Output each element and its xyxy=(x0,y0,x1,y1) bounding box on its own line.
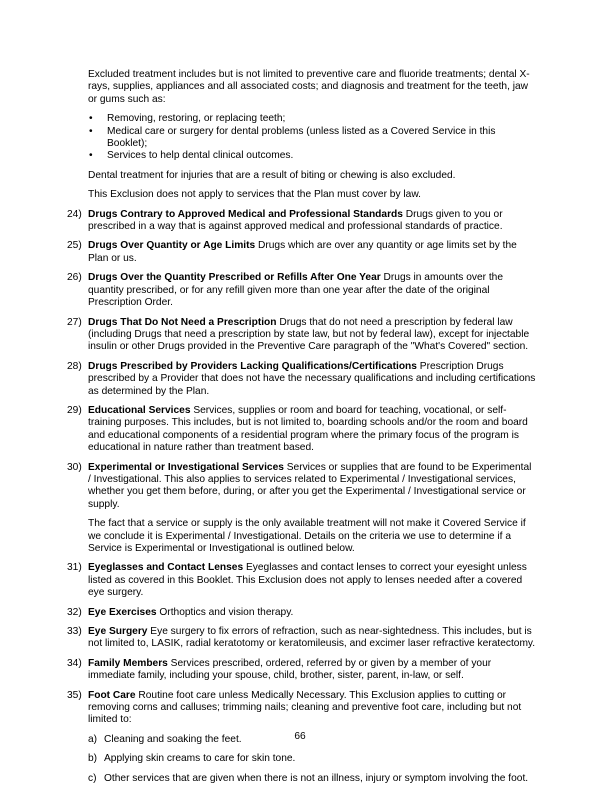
item-number: 25) xyxy=(67,240,82,252)
item-description: Eyeglasses and contact lenses to correct your eyesight unless listed as covered in this Booklet. This Exclusion does not apply to lenses needed after a covered eye surgery. xyxy=(88,562,527,599)
exclusion-item-31 xyxy=(67,562,537,599)
item-term: Eyeglasses and Contact Lenses xyxy=(88,562,244,574)
subitem-letter: c) xyxy=(88,772,97,784)
exclusion-item-30 xyxy=(67,462,537,512)
item-description: Drugs in amounts over the quantity prescribed, or for any refill given more than one year after the date of the original Prescription Order. xyxy=(88,272,504,309)
item-term: Eye Exercises xyxy=(88,606,157,618)
item-description: Orthoptics and vision therapy. xyxy=(156,606,294,618)
item-term: Drugs Over the Quantity Prescribed or Refills After One Year xyxy=(88,272,381,284)
page-content xyxy=(67,69,537,792)
exclusion-item-33 xyxy=(67,626,537,651)
exclusion-item-27 xyxy=(67,317,537,354)
item-term: Experimental or Investigational Services xyxy=(88,461,284,473)
item-number: 27) xyxy=(67,316,82,328)
exclusion-item-29 xyxy=(67,405,537,455)
list-item: • Medical care or surgery for dental problems (unless listed as a Covered Service in this Booklet); xyxy=(88,126,537,151)
subitem-text: Applying skin creams to care for skin tone. xyxy=(104,753,296,765)
item-number: 29) xyxy=(67,404,82,416)
subitem-letter: a) xyxy=(88,733,98,745)
item-description: Services, supplies or room and board for teaching, vocational, or self-training purposes. This includes, but is not limited to, boarding schools and/or the room and board and educational components of a residential program where the primary focus of the program is educational in nature rather than treatment based. xyxy=(88,404,528,454)
exclusion-item-25 xyxy=(67,240,537,265)
item-number: 24) xyxy=(67,208,82,220)
item-description: Eye surgery to fix errors of refraction, such as near-sightedness. This includes, but is not limited to, LASIK, radial keratotomy or keratomileusis, and excimer laser refractive keratectomy. xyxy=(88,626,536,650)
item-term: Drugs Contrary to Approved Medical and Professional Standards xyxy=(88,208,403,220)
item-term: Family Members xyxy=(88,657,168,669)
page-number: 66 xyxy=(294,731,306,742)
item-number: 34) xyxy=(67,657,82,669)
item-description: Prescription Drugs prescribed by a Provider that does not have the necessary qualifications and including certifications as determined by the Plan. xyxy=(88,360,536,397)
exclusion-item-24 xyxy=(67,209,537,234)
item-number: 35) xyxy=(67,689,82,701)
exclusion-item-34 xyxy=(67,658,537,683)
foot-care-subitem-b xyxy=(67,753,537,765)
item-term: Drugs That Do Not Need a Prescription xyxy=(88,316,277,328)
subitem-text: Cleaning and soaking the feet. xyxy=(104,733,242,745)
item-description: Drugs which are over any quantity or age limits set by the Plan or us. xyxy=(88,240,517,264)
item-term: Drugs Prescribed by Providers Lacking Qualifications/Certifications xyxy=(88,360,417,372)
item-number: 26) xyxy=(67,272,82,284)
exclusion-item-26 xyxy=(67,272,537,309)
item-description: Services prescribed, ordered, referred by or given by a member of your immediate family, including your spouse, child, brother, sister, parent, in-law, or self. xyxy=(88,657,492,682)
experimental-extra-paragraph: The fact that a service or supply is the only available treatment will not make it Covered Service if we conclude it is Experimental / Investigational. Details on the criteria we use to determine if a Service is Experimental or Investigational is outlined below. xyxy=(88,518,526,554)
list-item: • Removing, restoring, or replacing teeth; xyxy=(88,113,537,125)
item-term: Eye Surgery xyxy=(88,626,148,638)
item-number: 32) xyxy=(67,606,82,618)
exclusion-item-28 xyxy=(67,361,537,398)
plan-law-paragraph: This Exclusion does not apply to services that the Plan must cover by law. xyxy=(88,189,421,201)
item-number: 33) xyxy=(67,626,82,638)
item-term: Drugs Over Quantity or Age Limits xyxy=(88,240,256,252)
item-number: 28) xyxy=(67,360,82,372)
subitem-text: Other services that are given when there is not an illness, injury or symptom involving the foot. xyxy=(104,772,529,784)
subitem-letter: b) xyxy=(88,753,98,765)
dental-injury-paragraph: Dental treatment for injuries that are a result of biting or chewing is also excluded. xyxy=(88,169,456,181)
dental-excluded-paragraph: Excluded treatment includes but is not limited to preventive care and fluoride treatments; dental X-rays, supplies, appliances and all associated costs; and diagnosis and treatment for the teeth, jaw or gums such as: xyxy=(88,69,530,105)
item-number: 31) xyxy=(67,562,82,574)
item-description: Drugs that do not need a prescription by federal law (including Drugs that need a prescription by state law, but not by federal law), except for injectable insulin or other Drugs provided in the Preventive Care paragraph of the "What's Covered" section. xyxy=(88,316,530,353)
item-term: Foot Care xyxy=(88,689,136,701)
foot-care-subitem-c xyxy=(67,773,537,785)
exclusion-item-32 xyxy=(67,607,537,619)
item-number: 30) xyxy=(67,461,82,473)
item-description: Services or supplies that are found to be Experimental / Investigational. This also applies to services related to Experimental / Investigational services, whether you get them before, during, or after you get the Experimental / Investigational service or supply. xyxy=(88,461,532,510)
dental-exclusions-list xyxy=(88,113,537,163)
item-description: Routine foot care unless Medically Necessary. This Exclusion applies to cutting or removing corns and calluses; trimming nails; cleaning and preventive foot care, including but not limited to: xyxy=(88,689,522,726)
item-term: Educational Services xyxy=(88,404,191,416)
item-description: Drugs given to you or prescribed in a way that is against approved medical and professional standards of practice. xyxy=(88,208,503,233)
list-item: • Services to help dental clinical outcomes. xyxy=(88,150,537,162)
exclusion-item-35 xyxy=(67,690,537,727)
